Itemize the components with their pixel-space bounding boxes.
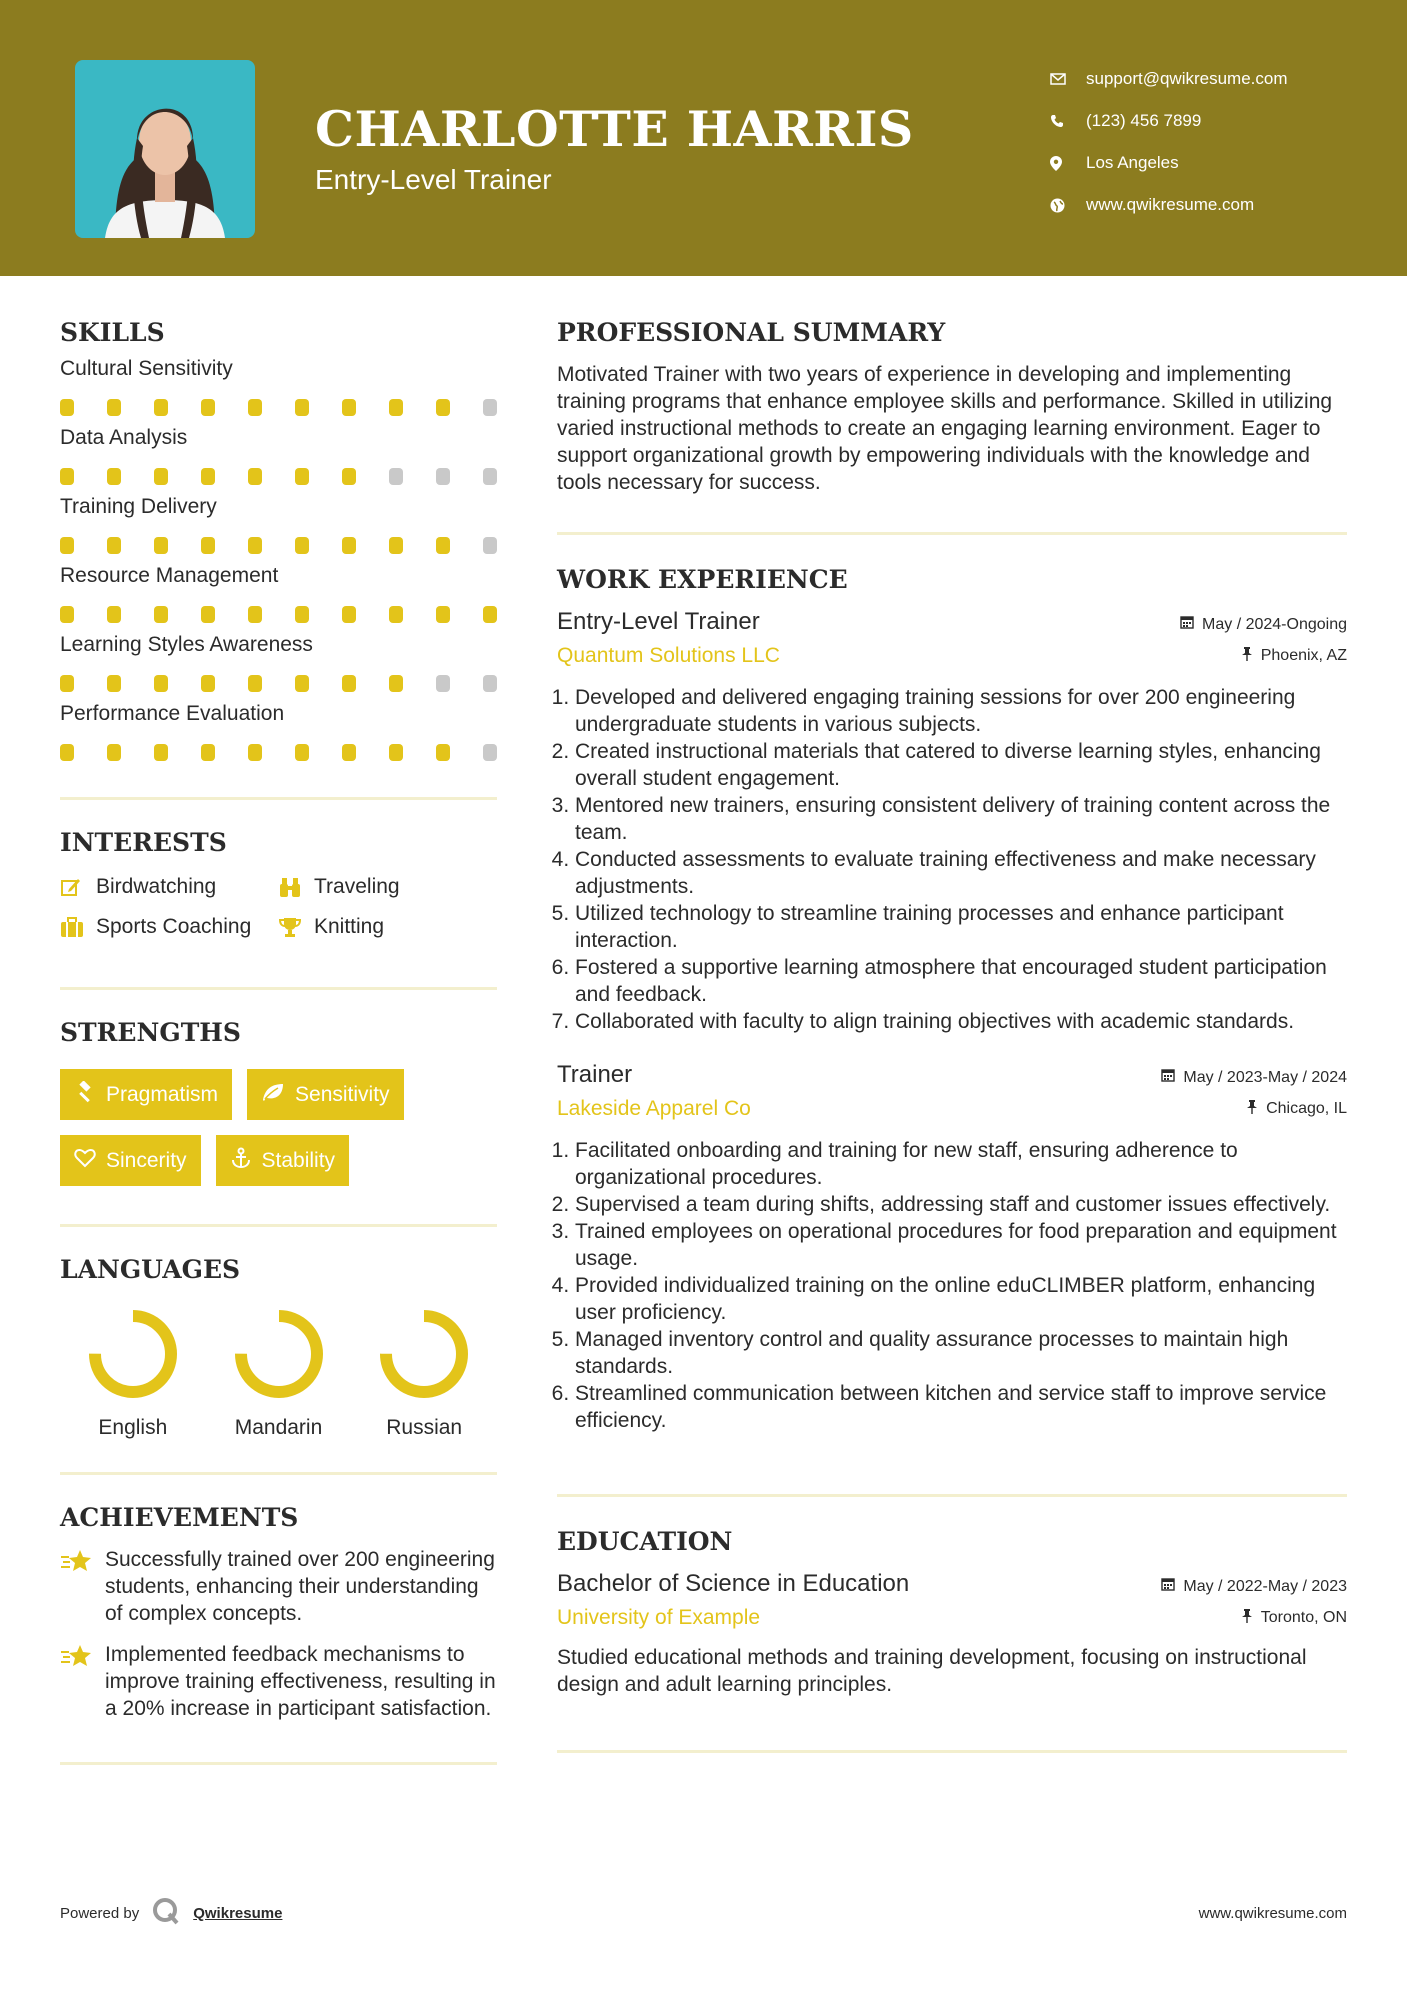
skill-dot-filled [248, 606, 262, 623]
summary-title: PROFESSIONAL SUMMARY [557, 318, 946, 347]
skill-dot-filled [60, 606, 74, 623]
skill-name: Training Delivery [60, 495, 217, 518]
skill-level-dots [60, 675, 497, 692]
language-level-arc [241, 1316, 317, 1392]
strength-label: Sincerity [106, 1148, 187, 1172]
contact-email[interactable] [1050, 58, 1288, 100]
duty-item: 3. Trained employees on operational procedures for food preparation and equipment usage. [575, 1218, 1347, 1272]
skill-dot-filled [154, 744, 168, 761]
calendar-icon [1161, 1068, 1175, 1087]
language-level-ring [376, 1306, 472, 1402]
skill-level-dots [60, 399, 497, 416]
skill-dot-filled [295, 468, 309, 485]
section-divider [60, 1472, 497, 1475]
skill-dot-filled [107, 537, 121, 554]
duty-item: 4. Conducted assessments to evaluate training effectiveness and make necessary adjustments. [575, 846, 1347, 900]
contact-phone[interactable] [1050, 100, 1288, 142]
shooting-star-icon [60, 1641, 105, 1722]
skill-dot-filled [107, 468, 121, 485]
skill-dot-filled [436, 537, 450, 554]
skills-title: SKILLS [60, 318, 165, 347]
interests-section [60, 828, 497, 939]
duty-item: 2. Supervised a team during shifts, addressing staff and customer issues effectively. [575, 1191, 1347, 1218]
skill-dot-filled [201, 468, 215, 485]
shooting-star-icon [60, 1546, 105, 1627]
contact-email-text: support@qwikresume.com [1086, 69, 1288, 88]
job-duties [557, 684, 1347, 1035]
strength-chip [247, 1069, 404, 1120]
skill-dot-empty [483, 468, 497, 485]
heart-icon [74, 1148, 96, 1174]
job-title: Trainer [557, 1061, 633, 1088]
strength-chip [216, 1135, 350, 1186]
achievement-item [60, 1641, 497, 1722]
section-divider [60, 797, 497, 800]
calendar-icon [1161, 1577, 1175, 1596]
skill-dot-filled [483, 606, 497, 623]
skill-level-dots [60, 606, 497, 623]
achievement-text: Implemented feedback mechanisms to improve training effectiveness, resulting in a 20% increase in participant satisfaction. [105, 1643, 496, 1720]
duty-item: 2. Created instructional materials that catered to diverse learning styles, enhancing overall student engagement. [575, 738, 1347, 792]
skills-list [60, 357, 497, 761]
language-level-arc [386, 1316, 462, 1392]
education-date [1161, 1577, 1347, 1596]
languages-list [60, 1306, 497, 1440]
job-location-text: Phoenix, AZ [1260, 647, 1347, 664]
skill-dot-filled [154, 537, 168, 554]
experience-title: WORK EXPERIENCE [557, 565, 848, 594]
section-divider [60, 987, 497, 990]
powered-by-label: Powered by [60, 1904, 140, 1922]
interest-label: Knitting [314, 915, 385, 938]
strengths-title: STRENGTHS [60, 1018, 241, 1047]
strength-chip [60, 1069, 232, 1120]
language-level-ring [85, 1306, 181, 1402]
footer-url[interactable]: www.qwikresume.com [1198, 1905, 1347, 1922]
edit-pencil-icon [60, 876, 96, 898]
section-divider [557, 1494, 1347, 1497]
skill-dot-filled [342, 399, 356, 416]
pushpin-icon [1241, 647, 1253, 666]
binoculars-icon [278, 876, 314, 898]
skill-dot-filled [107, 399, 121, 416]
pushpin-icon [1241, 1609, 1253, 1628]
skill-dot-filled [342, 675, 356, 692]
skill-dot-filled [201, 744, 215, 761]
skill-dot-filled [248, 399, 262, 416]
trophy-icon [278, 916, 314, 938]
summary-text: Motivated Trainer with two years of experience in developing and implementing training programs that enhance employee skills and performance. Skilled in utilizing varied instructional methods to create an engaging learning environment. Eager to support organizational growth by empowering individuals with the knowledge and tools necessary for success. [557, 363, 1333, 494]
candidate-role: Entry-Level Trainer [315, 164, 552, 195]
strengths-list [60, 1069, 497, 1186]
job-date [1161, 1068, 1347, 1087]
section-divider [60, 1762, 497, 1765]
section-divider [557, 1750, 1347, 1753]
education-description: Studied educational methods and training development, focusing on instructional design and adult learning principles. [557, 1646, 1307, 1696]
strengths-section [60, 1018, 497, 1186]
skill-level-dots [60, 537, 497, 554]
duty-item: 3. Mentored new trainers, ensuring consistent delivery of training content across the team. [575, 792, 1347, 846]
skill-level-dots [60, 744, 497, 761]
right-column [557, 318, 1347, 1753]
interest-item [278, 915, 497, 939]
gavel-icon [74, 1081, 96, 1109]
language-name: English [98, 1416, 168, 1439]
language-item [206, 1306, 352, 1440]
interests-title: INTERESTS [60, 828, 227, 857]
skill-dot-empty [436, 468, 450, 485]
skill-dot-filled [201, 537, 215, 554]
duty-item: 5. Managed inventory control and quality assurance processes to maintain high standards. [575, 1326, 1347, 1380]
duty-item: 5. Utilized technology to streamline training processes and enhance participant interaction. [575, 900, 1347, 954]
achievements-section [60, 1503, 497, 1722]
skill-name: Data Analysis [60, 426, 188, 449]
contact-location [1050, 142, 1288, 184]
skill-dot-filled [436, 606, 450, 623]
skill-dot-empty [483, 399, 497, 416]
company-name: Quantum Solutions LLC [557, 644, 780, 667]
interest-label: Birdwatching [96, 875, 217, 898]
left-column [60, 318, 497, 1765]
skill-dot-filled [295, 399, 309, 416]
duty-item: 4. Provided individualized training on the online eduCLIMBER platform, enhancing user proficiency. [575, 1272, 1347, 1326]
education-date-text: May / 2022-May / 2023 [1183, 1577, 1347, 1595]
skill-dot-empty [436, 675, 450, 692]
job-duties [557, 1137, 1347, 1434]
skill-dot-empty [483, 675, 497, 692]
skill-dot-filled [389, 675, 403, 692]
skill-dot-filled [154, 468, 168, 485]
skill-dot-filled [389, 606, 403, 623]
degree-title: Bachelor of Science in Education [557, 1570, 910, 1597]
skill-dot-filled [154, 675, 168, 692]
duty-item: 6. Streamlined communication between kitchen and service staff to improve service efficiency. [575, 1380, 1347, 1434]
resume-header [0, 0, 1407, 276]
anchor-icon [230, 1147, 252, 1175]
section-divider [60, 1224, 497, 1227]
language-level-arc [95, 1316, 171, 1392]
skill-dot-filled [436, 399, 450, 416]
skill-name: Resource Management [60, 564, 279, 587]
skill-dot-filled [248, 537, 262, 554]
job-location [1246, 1100, 1347, 1119]
language-level-ring [231, 1306, 327, 1402]
skill-dot-filled [295, 675, 309, 692]
skill-dot-filled [436, 744, 450, 761]
interest-item [60, 915, 278, 939]
job-entry [557, 608, 1347, 1035]
experience-section [557, 565, 1347, 1434]
interest-label: Sports Coaching [96, 915, 252, 938]
skill-dot-filled [295, 606, 309, 623]
job-date [1180, 615, 1347, 634]
job-location [1241, 647, 1347, 666]
skill-level-dots [60, 468, 497, 485]
achievement-item [60, 1546, 497, 1627]
interest-label: Traveling [314, 875, 400, 898]
contact-phone-text: (123) 456 7899 [1086, 111, 1202, 130]
skill-dot-filled [248, 675, 262, 692]
skill-name: Learning Styles Awareness [60, 633, 313, 656]
skill-dot-filled [248, 744, 262, 761]
language-item [351, 1306, 497, 1440]
calendar-icon [1180, 615, 1194, 634]
interests-list [60, 875, 497, 939]
job-entry [557, 1061, 1347, 1434]
company-name: Lakeside Apparel Co [557, 1097, 751, 1120]
job-date-text: May / 2023-May / 2024 [1183, 1068, 1347, 1086]
summary-section [557, 318, 1347, 496]
skills-section [60, 318, 497, 761]
job-title: Entry-Level Trainer [557, 608, 760, 635]
language-name: Russian [386, 1416, 463, 1439]
skill-dot-filled [154, 606, 168, 623]
duty-item: 7. Collaborated with faculty to align training objectives with academic standards. [575, 1008, 1347, 1035]
skill-dot-filled [389, 537, 403, 554]
profile-photo [75, 60, 255, 238]
skill-name: Cultural Sensitivity [60, 357, 233, 380]
skill-dot-filled [295, 537, 309, 554]
skill-dot-filled [295, 744, 309, 761]
languages-title: LANGUAGES [60, 1255, 241, 1284]
skill-dot-filled [107, 744, 121, 761]
leaf-icon [261, 1082, 285, 1108]
candidate-name: CHARLOTTE HARRIS [315, 100, 914, 158]
skill-dot-filled [201, 606, 215, 623]
skill-dot-filled [248, 468, 262, 485]
skill-dot-empty [389, 468, 403, 485]
skill-dot-filled [342, 468, 356, 485]
languages-section [60, 1255, 497, 1440]
briefcase-icon [60, 916, 96, 938]
language-item [60, 1306, 206, 1440]
skill-name: Performance Evaluation [60, 702, 285, 725]
strength-label: Pragmatism [106, 1082, 219, 1106]
achievements-title: ACHIEVEMENTS [60, 1503, 299, 1532]
globe-icon [1050, 198, 1086, 213]
phone-icon [1050, 114, 1086, 128]
skill-dot-filled [107, 675, 121, 692]
education-location-text: Toronto, ON [1260, 1609, 1347, 1626]
skill-dot-filled [60, 675, 74, 692]
skill-dot-filled [201, 675, 215, 692]
education-location [1241, 1609, 1347, 1628]
skill-dot-filled [389, 399, 403, 416]
interest-item [278, 875, 497, 899]
education-title: EDUCATION [557, 1527, 733, 1556]
pushpin-icon [1246, 1100, 1258, 1119]
skill-dot-filled [342, 744, 356, 761]
brand-link[interactable]: Qwikresume [193, 1904, 283, 1922]
education-section [557, 1527, 1347, 1698]
job-date-text: May / 2024-Ongoing [1202, 615, 1347, 633]
duty-item: 1. Developed and delivered engaging training sessions for over 200 engineering undergraduate students in various subjects. [575, 684, 1347, 738]
job-location-text: Chicago, IL [1266, 1100, 1347, 1117]
location-pin-icon [1050, 156, 1086, 171]
strength-label: Sensitivity [295, 1082, 390, 1106]
skill-dot-filled [389, 744, 403, 761]
achievement-text: Successfully trained over 200 engineering students, enhancing their understanding of complex concepts. [105, 1548, 495, 1625]
section-divider [557, 532, 1347, 535]
skill-dot-filled [60, 468, 74, 485]
contact-list [1050, 58, 1288, 226]
skill-dot-empty [483, 537, 497, 554]
contact-website-text: www.qwikresume.com [1086, 195, 1255, 214]
strength-chip [60, 1135, 201, 1186]
skill-dot-filled [201, 399, 215, 416]
skill-dot-filled [342, 537, 356, 554]
qwikresume-logo-icon [151, 1896, 181, 1930]
language-name: Mandarin [234, 1416, 323, 1439]
skill-dot-filled [342, 606, 356, 623]
skill-dot-filled [107, 606, 121, 623]
duty-item: 6. Fostered a supportive learning atmosphere that encouraged student participation and feedback. [575, 954, 1347, 1008]
envelope-icon [1050, 73, 1086, 85]
duty-item: 1. Facilitated onboarding and training for new staff, ensuring adherence to organizational procedures. [575, 1137, 1347, 1191]
contact-website[interactable] [1050, 184, 1288, 226]
skill-dot-filled [60, 399, 74, 416]
school-name: University of Example [557, 1606, 761, 1629]
interest-item [60, 875, 278, 899]
skill-dot-filled [60, 537, 74, 554]
skill-dot-filled [154, 399, 168, 416]
strength-label: Stability [261, 1148, 336, 1172]
skill-dot-empty [483, 744, 497, 761]
footer-powered-by [60, 1896, 282, 1930]
contact-location-text: Los Angeles [1086, 153, 1179, 172]
skill-dot-filled [60, 744, 74, 761]
